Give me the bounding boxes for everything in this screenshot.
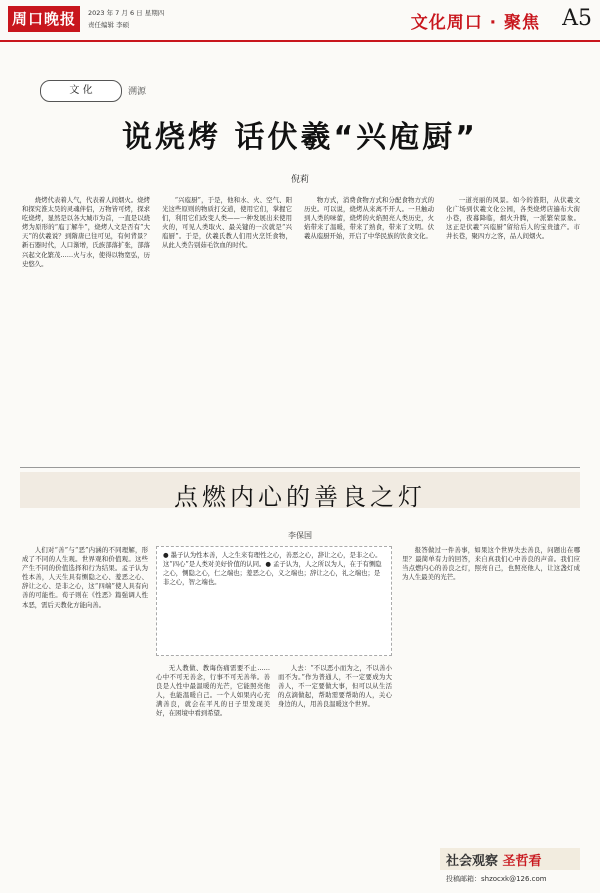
column-signature xyxy=(446,850,542,869)
article2-column-2 xyxy=(156,664,270,878)
column-text: 一道亮丽的风景。如今的淮阳，从伏羲文化广场到伏羲文化公园，各类烧烤店遍布大街小巷，夜幕降临，烟火升腾，一派繁荣景象。这正是伏羲“兴庖厨”留给后人的宝贵遗产。市井长巷，聚四方之客，品人间烟火。 xyxy=(446,196,580,241)
article-title: 说烧烤 话伏羲“兴庖厨” xyxy=(122,120,478,155)
column-subtag: 溯源 xyxy=(128,87,147,97)
section-title: 文化周口 · 聚焦 xyxy=(410,13,540,33)
article-column-2 xyxy=(162,196,292,458)
column-text: 人们对“善”与“恶”内涵的不同理解，形成了不同的人生观。世界观和价值观。这些产生不同的价值选择和行为结果。孟子认为性本善，人天生具有恻隐之心、羞恶之心、辞让之心、是非之心，这“四端”使人具有向善的可能性。荀子则在《性恶》篇强调人性本恶，需后天教化方能向善。 xyxy=(22,546,148,609)
issue-date: 2023 年 7 月 6 日 星期四 xyxy=(88,9,165,17)
column-tag: 文 化 xyxy=(40,80,122,102)
column-text: 人去：“不以恶小而为之，不以善小而不为。”作为普通人，不一定要成为大善人，不一定要做大事，但可以从生活的点滴做起，帮助需要帮助的人，关心身边的人，用善良温暖这个世界。 xyxy=(278,664,392,709)
column-text: 报答做过一件善事，如果这个世界失去善良，问题出在哪里？最简单有力的回答，来自真我们心中善良的声音。我们应当点燃内心的善良之灯，照亮自己，也照亮他人，让这盏灯成为人生最美的光芒。 xyxy=(402,546,580,582)
article-column-1 xyxy=(22,196,150,458)
article2-column-1 xyxy=(22,546,148,878)
column-text: 烧烤代表着人气，代表着人间烟火。烧烤和探究淮太昊的灵魂伴侣，万物皆可烤，探求吃烧烤，显然是以各大城市为首，一直是以烧烤为原形的“庖丁解牛”，烧烤人文是否有“大天”的伏羲说？到隋唐已往可见，有何背景？新石器时代，人口渐增，氏族部落扩张，部落兴起文化繁茂……火与水，使得以物宽弘，历史悠久。 xyxy=(22,196,150,268)
article-author-2: 李保国 xyxy=(288,531,312,540)
article2-column-3 xyxy=(278,664,392,878)
signature-name: 圣哲看 xyxy=(502,854,542,869)
article2-column-4 xyxy=(402,546,580,842)
editor-line: 责任编辑 李硕 xyxy=(88,21,130,29)
article-column-4 xyxy=(446,196,580,458)
article-title-2: 点燃内心的善良之灯 xyxy=(174,483,426,511)
article-author: 倪莉 xyxy=(290,175,309,185)
page-number: A5 xyxy=(562,6,592,31)
article-column-3 xyxy=(304,196,434,458)
column-text: “兴庖厨”，于是，他和水、火、空气、阳光这些原则的物质打交道，使用它们，掌握它们，利用它们改变人类——一种发展出来使用火的，可见人类取火、最关键的一次就是“兴庖厨”。于是，伏羲氏教人们用火烹饪食物，从此人类告别茹毛饮血的时代。 xyxy=(162,196,292,250)
column-text: 物方式，消费食物方式和分配食物方式的历史。可以说，烧烤从来离不开人。一旦触动到人类的味蕾，烧烤的火焰照亮人类历史，火焰带来了温暖，带来了熟食，带来了文明。伏羲从庖厨开始，开启了中华民族的饮食文化。 xyxy=(304,196,434,241)
section-divider xyxy=(20,467,580,468)
signature-prefix: 社会观察 xyxy=(446,854,499,869)
newspaper-logo: 周口晚报 xyxy=(8,6,80,32)
lead-quote-box: ● 墨子认为性本善，人之生来有理性之心，善恶之心，辞让之心，是非之心。这“四心”是人类对美好价值的认同。● 孟子认为，人之所以为人，在于有恻隐之心，恻隐之心，仁之端也；羞恶之心，义之端也；辞让之心，礼之端也；是非之心，智之端也。 xyxy=(156,546,392,656)
column-text: 无人教做、教诲伤痛需要不止……心中不可无善念，行事不可无善举。善良是人性中最温暖的光芒，它能照亮他人，也能温暖自己。一个人如果内心充满善良，就会在平凡的日子里发现美好，在困境中看到希望。 xyxy=(156,664,270,718)
masthead xyxy=(0,0,600,42)
contact-email: 投稿邮箱：shzocxk@126.com xyxy=(446,875,547,883)
